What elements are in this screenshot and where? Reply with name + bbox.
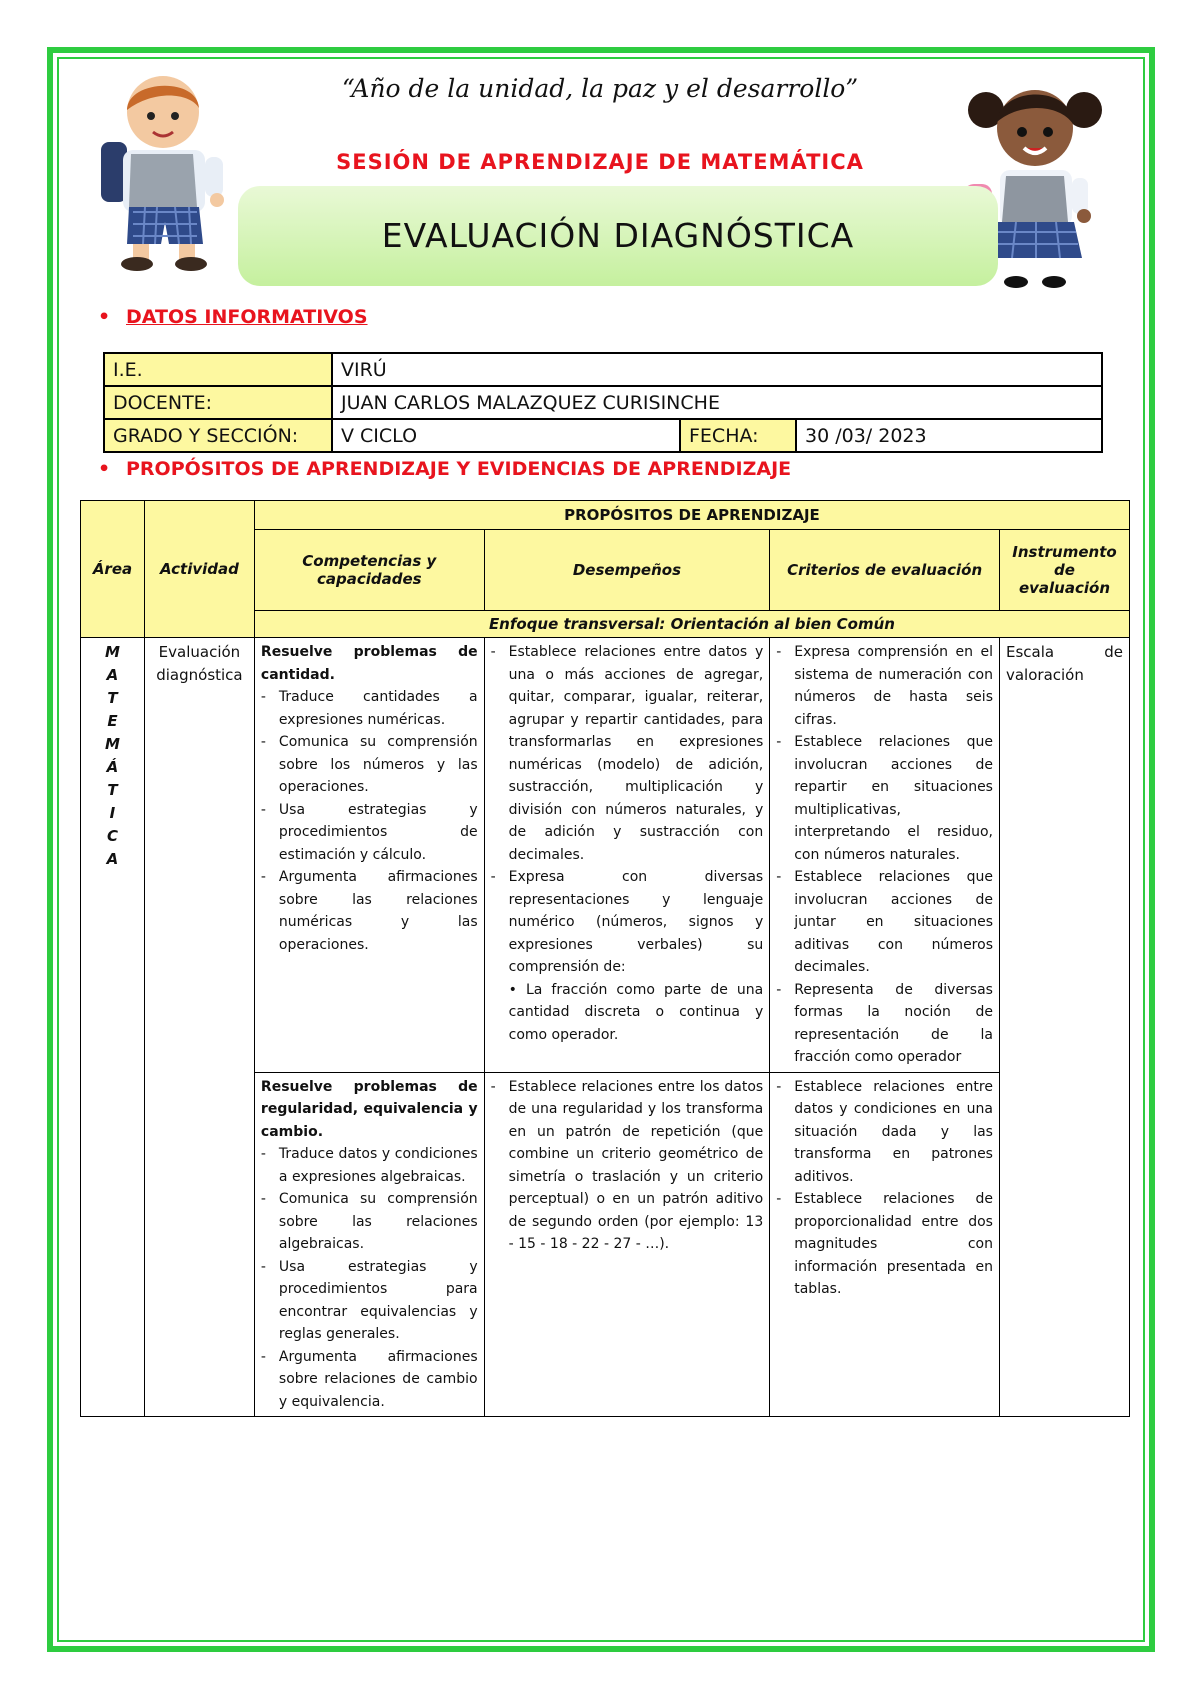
area-letter: T <box>107 781 118 799</box>
list-item: - Representa de diversas formas la noción de representación de la fracción como operador <box>776 979 993 1069</box>
list-item-text: Expresa comprensión en el sistema de numeración con números de hasta seis cifras. <box>794 644 993 728</box>
list-item: - Argumenta afirmaciones sobre las relaciones numéricas y las operaciones. <box>261 866 478 956</box>
col-header-desempenos: Desempeños <box>484 530 770 611</box>
area-letter: C <box>106 827 118 845</box>
list-item-text: Establece relaciones entre datos y una o más acciones de agregar, quitar, comparar, igualar, reiterar, agrupar y repartir cantidades, para transformarlas en expresiones numéricas (modelo) de adición, sustracción, multiplicación y división con números naturales, y de adición y sustracción con decimales. <box>508 644 764 863</box>
list-item-text: Argumenta afirmaciones sobre las relaciones numéricas y las operaciones. <box>278 869 478 953</box>
list-subitem: • La fracción como parte de una cantidad discreta o continua y como operador. <box>508 981 764 1043</box>
bullet-icon: • <box>98 306 111 328</box>
list-item: - Establece relaciones de proporcionalidad entre dos magnitudes con información presentada en tablas. <box>776 1188 993 1301</box>
info-value: 30 /03/ 2023 <box>796 419 1102 452</box>
desempenos-cell <box>484 1072 770 1417</box>
national-year-motto: “Año de la unidad, la paz y el desarrollo” <box>341 74 859 103</box>
list-item-text: Traduce cantidades a expresiones numéricas. <box>278 689 478 728</box>
list-item: - Comunica su comprensión sobre las relaciones algebraicas. <box>261 1188 478 1256</box>
criterios-cell <box>770 638 1000 1073</box>
learning-purposes-table <box>80 500 1130 1417</box>
enfoque-transversal: Enfoque transversal: Orientación al bien Común <box>254 611 1129 638</box>
main-title: EVALUACIÓN DIAGNÓSTICA <box>381 216 855 255</box>
area-letter: M <box>105 643 120 661</box>
list-item: - Establece relaciones que involucran acciones de repartir en situaciones multiplicativas, interpretando el residuo, con números naturales. <box>776 731 993 866</box>
list-item: - Establece relaciones entre datos y condiciones en una situación dada y las transforma en patrones aditivos. <box>776 1076 993 1189</box>
info-label: GRADO Y SECCIÓN: <box>104 419 332 452</box>
list-item-text: Establece relaciones que involucran acciones de juntar en situaciones aditivas con números decimales. <box>794 869 993 975</box>
list-item: - Usa estrategias y procedimientos de estimación y cálculo. <box>261 799 478 867</box>
list-item-text: Traduce datos y condiciones a expresiones algebraicas. <box>278 1146 478 1185</box>
list-item: - Usa estrategias y procedimientos para encontrar equivalencias y reglas generales. <box>261 1256 478 1346</box>
info-label: I.E. <box>104 353 332 386</box>
list-item: - Expresa con diversas representaciones y lenguaje numérico (números, signos y expresiones verbales) su comprensión de: <box>491 866 764 979</box>
info-label: FECHA: <box>680 419 796 452</box>
competency-title: Resuelve problemas de cantidad. <box>260 644 478 683</box>
col-header-competencias: Competencias y capacidades <box>254 530 484 611</box>
col-header-actividad: Actividad <box>144 501 254 638</box>
area-letter: Á <box>106 758 119 776</box>
list-item: - Establece relaciones entre datos y una o más acciones de agregar, quitar, comparar, igualar, reiterar, agrupar y repartir cantidades, para transformarlas en expresiones numéricas (modelo) de adición, sustracción, multiplicación y división con números naturales, y de adición y sustracción con decimales. <box>491 641 764 866</box>
list-item: - Comunica su comprensión sobre los números y las operaciones. <box>261 731 478 799</box>
bullet-icon: • <box>98 458 111 480</box>
section-heading: PROPÓSITOS DE APRENDIZAJE Y EVIDENCIAS DE APRENDIZAJE <box>126 458 792 480</box>
area-letter: A <box>106 850 119 868</box>
list-item-text: Argumenta afirmaciones sobre relaciones de cambio y equivalencia. <box>278 1348 478 1410</box>
info-table <box>103 352 1103 453</box>
list-item: - Establece relaciones entre los datos de una regularidad y los transforma en un patrón de repetición (que combine un criterio geométrico de simetría o traslación y un criterio perceptual) o en un patrón aditivo de segundo orden (por ejemplo: 13 - 15 - 18 - 22 - 27 - …). <box>491 1076 764 1256</box>
list-item: - Expresa comprensión en el sistema de numeración con números de hasta seis cifras. <box>776 641 993 731</box>
list-item: - Argumenta afirmaciones sobre relaciones de cambio y equivalencia. <box>261 1346 478 1414</box>
info-label: DOCENTE: <box>104 386 332 419</box>
list-item-text: Establece relaciones entre datos y condiciones en una situación dada y las transforma en patrones aditivos. <box>794 1078 993 1185</box>
section-propositos <box>98 458 791 480</box>
list-item-text: Establece relaciones entre los datos de una regularidad y los transforma en un patrón de repetición (que combine un criterio geométrico de simetría o traslación y un criterio perceptual) o en un patrón aditivo de segundo orden (por ejemplo: 13 - 15 - 18 - 22 - 27 - …). <box>508 1078 764 1252</box>
competency-title: Resuelve problemas de regularidad, equivalencia y cambio. <box>260 1078 478 1140</box>
actividad-cell: Evaluación diagnóstica <box>144 638 254 1417</box>
list-item-text: Comunica su comprensión sobre los números y las operaciones. <box>278 734 478 795</box>
table-row <box>81 638 1130 1073</box>
area-letter: T <box>107 689 118 707</box>
info-row-grado <box>104 419 1102 452</box>
group-header: PROPÓSITOS DE APRENDIZAJE <box>254 501 1129 530</box>
list-item-text: Usa estrategias y procedimientos de estimación y cálculo. <box>278 801 478 863</box>
competencias-cell <box>254 1072 484 1417</box>
competencias-cell <box>254 638 484 1073</box>
info-value: V CICLO <box>332 419 680 452</box>
instrumento-cell: Escala de valoración <box>999 638 1129 1417</box>
list-item-text: Usa estrategias y procedimientos para encontrar equivalencias y reglas generales. <box>278 1258 478 1342</box>
list-item: - Traduce datos y condiciones a expresiones algebraicas. <box>261 1143 478 1188</box>
col-header-criterios: Criterios de evaluación <box>770 530 1000 611</box>
area-letter: I <box>109 804 116 822</box>
area-letter: A <box>106 666 119 684</box>
list-item-text: Representa de diversas formas la noción de representación de la fracción como operador <box>794 981 993 1065</box>
list-item: - Traduce cantidades a expresiones numéricas. <box>261 686 478 731</box>
section-datos-informativos <box>98 306 368 328</box>
col-header-area: Área <box>81 501 145 638</box>
list-item-text: Comunica su comprensión sobre las relaciones algebraicas. <box>278 1191 478 1252</box>
info-value: VIRÚ <box>332 353 1102 386</box>
area-letter: M <box>105 735 120 753</box>
criterios-cell <box>770 1072 1000 1417</box>
info-row-docente <box>104 386 1102 419</box>
list-item: - Establece relaciones que involucran acciones de juntar en situaciones aditivas con números decimales. <box>776 866 993 979</box>
desempenos-cell <box>484 638 770 1073</box>
table-header-row <box>81 501 1130 530</box>
area-letter: E <box>107 712 118 730</box>
list-item-text: Establece relaciones que involucran acciones de repartir en situaciones multiplicativas, interpretando el residuo, con números naturales. <box>794 734 993 863</box>
area-cell <box>81 638 145 1417</box>
list-item-text: Establece relaciones de proporcionalidad entre dos magnitudes con información presentada en tablas. <box>794 1191 993 1297</box>
col-header-instrumento: Instrumento de evaluación <box>999 530 1129 611</box>
section-heading: DATOS INFORMATIVOS <box>126 306 368 328</box>
session-title: SESIÓN DE APRENDIZAJE DE MATEMÁTICA <box>336 150 864 174</box>
list-item-text: Expresa con diversas representaciones y lenguaje numérico (números, signos y expresiones verbales) su comprensión de: <box>508 869 764 975</box>
info-row-ie <box>104 353 1102 386</box>
info-value: JUAN CARLOS MALAZQUEZ CURISINCHE <box>332 386 1102 419</box>
